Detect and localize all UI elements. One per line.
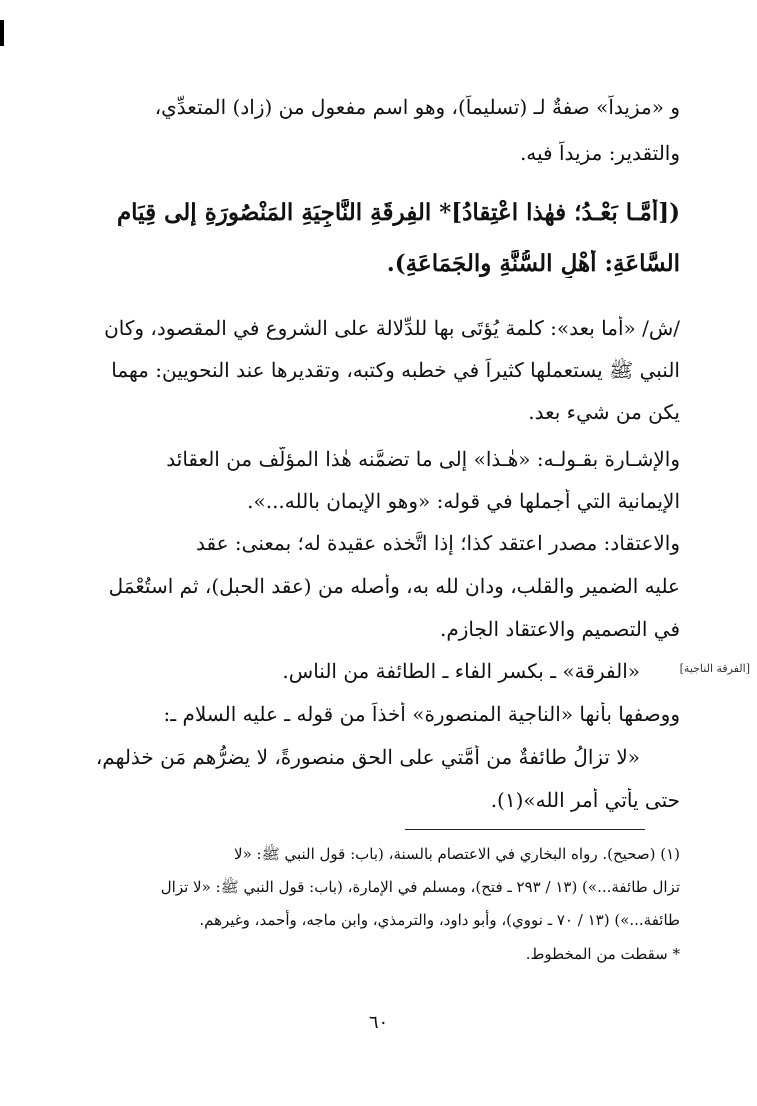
body-line: عليه الضمير والقلب، ودان لله به، وأصله من (عقد الحبل)، ثم استُعْمَل [108, 574, 680, 598]
body-line: والإشـارة بقـولـه: «هٰـذا» إلى ما تضمَّنه هٰذا المؤلَّف من العقائد [166, 447, 680, 471]
body-line: النبي ﷺ يستعملها كثيراً في خطبه وكتبه، وتقديرها عند النحويين: مهما [111, 358, 680, 382]
footnote-line: طائفة...») (١٣ / ٧٠ ـ نووي)، وأبو داود، والترمذي، وابن ماجه، وأحمد، وغيرهم. [199, 911, 680, 929]
matn-line: السَّاعَةِ: أَهْلِ السُّنَّةِ والجَمَاعَةِ). [386, 250, 680, 277]
page-number: ٦٠ [368, 1012, 389, 1033]
hadith-line: حتى يأتي أمر الله»(١). [490, 788, 680, 812]
matn-line: ([أَمَّـا بَعْـدُ؛ فهٰذا اعْتِقادُ]* الفِرقَةِ النَّاجِيَةِ المَنْصُورَةِ إلى قِيَامِ [116, 199, 680, 226]
footnote-line: تزال طائفة...») (١٣ / ٢٩٣ ـ فتح)، ومسلم في الإمارة، (باب: قول النبي ﷺ: «لا تزال [160, 878, 680, 896]
footnote-line: (١) (صحيح). رواه البخاري في الاعتصام بالسنة، (باب: قول النبي ﷺ: «لا [234, 845, 680, 863]
body-line: ووصفها بأنها «الناجية المنصورة» أخذاً من قوله ـ عليه السلام ـ: [163, 702, 680, 726]
margin-note: [الفرقة الناجية] [679, 662, 750, 675]
body-line: والاعتقاد: مصدر اعتقد كذا؛ إذا اتَّخذه عقيدة له؛ بمعنى: عقد [196, 531, 680, 555]
body-line: والتقدير: مزيداً فيه. [519, 141, 680, 165]
body-line: الإيمانية التي أجملها في قوله: «وهو الإيمان بالله...». [247, 489, 680, 513]
footnote-line: * سقطت من المخطوط. [525, 945, 680, 963]
body-line: في التصميم والاعتقاد الجازم. [440, 617, 680, 641]
hadith-line: «لا تزالُ طائفةٌ من أُمَّتي على الحق منصورةً، لا يضرُّهم مَن خذلهم، [95, 745, 640, 769]
body-line: يكن من شيء بعد. [528, 400, 680, 424]
body-line: «الفرقة» ـ بكسر الفاء ـ الطائفة من الناس. [282, 659, 640, 683]
body-line: /ش/ «أما بعد»: كلمة يُؤتَى بها للدِّلالة على الشروع في المقصود، وكان [104, 316, 680, 340]
body-line: و «مزيداً» صفةٌ لـ (تسليماً)، وهو اسم مفعول من (زاد) المتعدِّي، [154, 95, 680, 119]
footnote-rule [405, 829, 645, 830]
page-edge-mark [0, 20, 4, 46]
